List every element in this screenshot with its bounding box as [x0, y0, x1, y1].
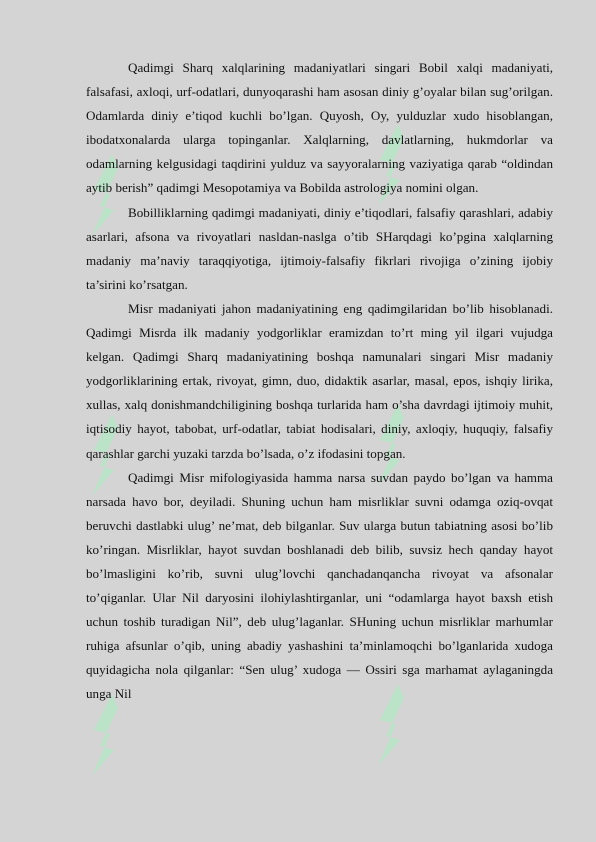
body-text: [86, 56, 553, 707]
paragraph-1: Qadimgi Sharq xalqlarining madaniyatlari singari Bobil xalqi madaniyati, falsafasi, axloqi, urf-odatlari, dunyoqarashi ham asosan diniy g’oyalar bilan sug’orilgan. Odamlarda diniy e’tiqod kuchli bo’lgan. Quyosh, Oy, yulduzlar xudo hisoblangan, ibodatxonalarda ularga topinganlar. Xalqlarning, davlatlarning, hukmdorlar va odamlarning kelgusidagi taqdirini yulduz va sayyoralarning vaziyatiga qarab “oldindan aytib berish” qadimgi Mesopotamiya va Bobilda astrologiya nomini olgan.: [86, 60, 553, 196]
watermark-logo-icon: [84, 690, 124, 810]
paragraph-2: Bobilliklarning qadimgi madaniyati, diniy e’tiqodlari, falsafiy qarashlari, adabiy asarlari, afsona va rivoyatlari nasldan-naslga o’tib SHarqdagi ko’pgina xalqlarning madaniy ma’naviy taraqqiyotiga, ijtimoiy-falsafiy fikrlari rivojiga o’zining ijobiy ta’sirini ko’rsatgan.: [86, 204, 553, 292]
paragraph-4: Qadimgi Misr mifologiyasida hamma narsa suvdan paydo bo’lgan va hamma narsada havo bor, deyiladi. Shuning uchun ham misrliklar suvni odamga oziq-ovqat beruvchi dastlabki ulug’ ne’mat, deb bilganlar. Suv ularga butun tabiatning asosi bo’lib ko’ringan. Misrliklar, hayot suvdan boshlanadi deb bilib, suvsiz hech qanday hayot bo’lmasligini ko’rib, suvni ulug’lovchi qanchadanqancha rivoyat va afsonalar to’qiganlar. Ular Nil daryosini ilohiylashtirganlar, uni “odamlarga hayot baxsh etish uchun toshib turadigan Nil”, deb ulug’laganlar. SHuning uchun misrliklar marhumlar ruhiga afsunlar o’qib, uning abadiy yashashini ta’minlamoqchi bo’lganlarida xudoga quyidagicha nola qilganlar: “Sen ulug’ xudoga — Ossiri sga marhamat aylaganingda unga Nil: [86, 469, 553, 702]
paragraph-3: Misr madaniyati jahon madaniyatining eng qadimgilaridan bo’lib hisoblanadi. Qadimgi Misrda ilk madaniy yodgorliklar eramizdan to’rt ming yil ilgari vujudga kelgan. Qadimgi Sharq madaniyatining boshqa namunalari singari Misr madaniy yodgorliklarining ertak, rivoyat, gimn, duo, didaktik asarlar, masal, epos, ishqiy lirika, xullas, xalq donishmandchiligining boshqa turlarida ham o’sha davrdagi ijtimoiy muhit, iqtisodiy hayot, tabobat, urf-odatlar, tabiat hodisalari, diniy, axloqiy, huquqiy, falsafiy qarashlar garchi yuzaki tarzda bo’lsada, o’z ifodasini topgan.: [86, 300, 553, 461]
